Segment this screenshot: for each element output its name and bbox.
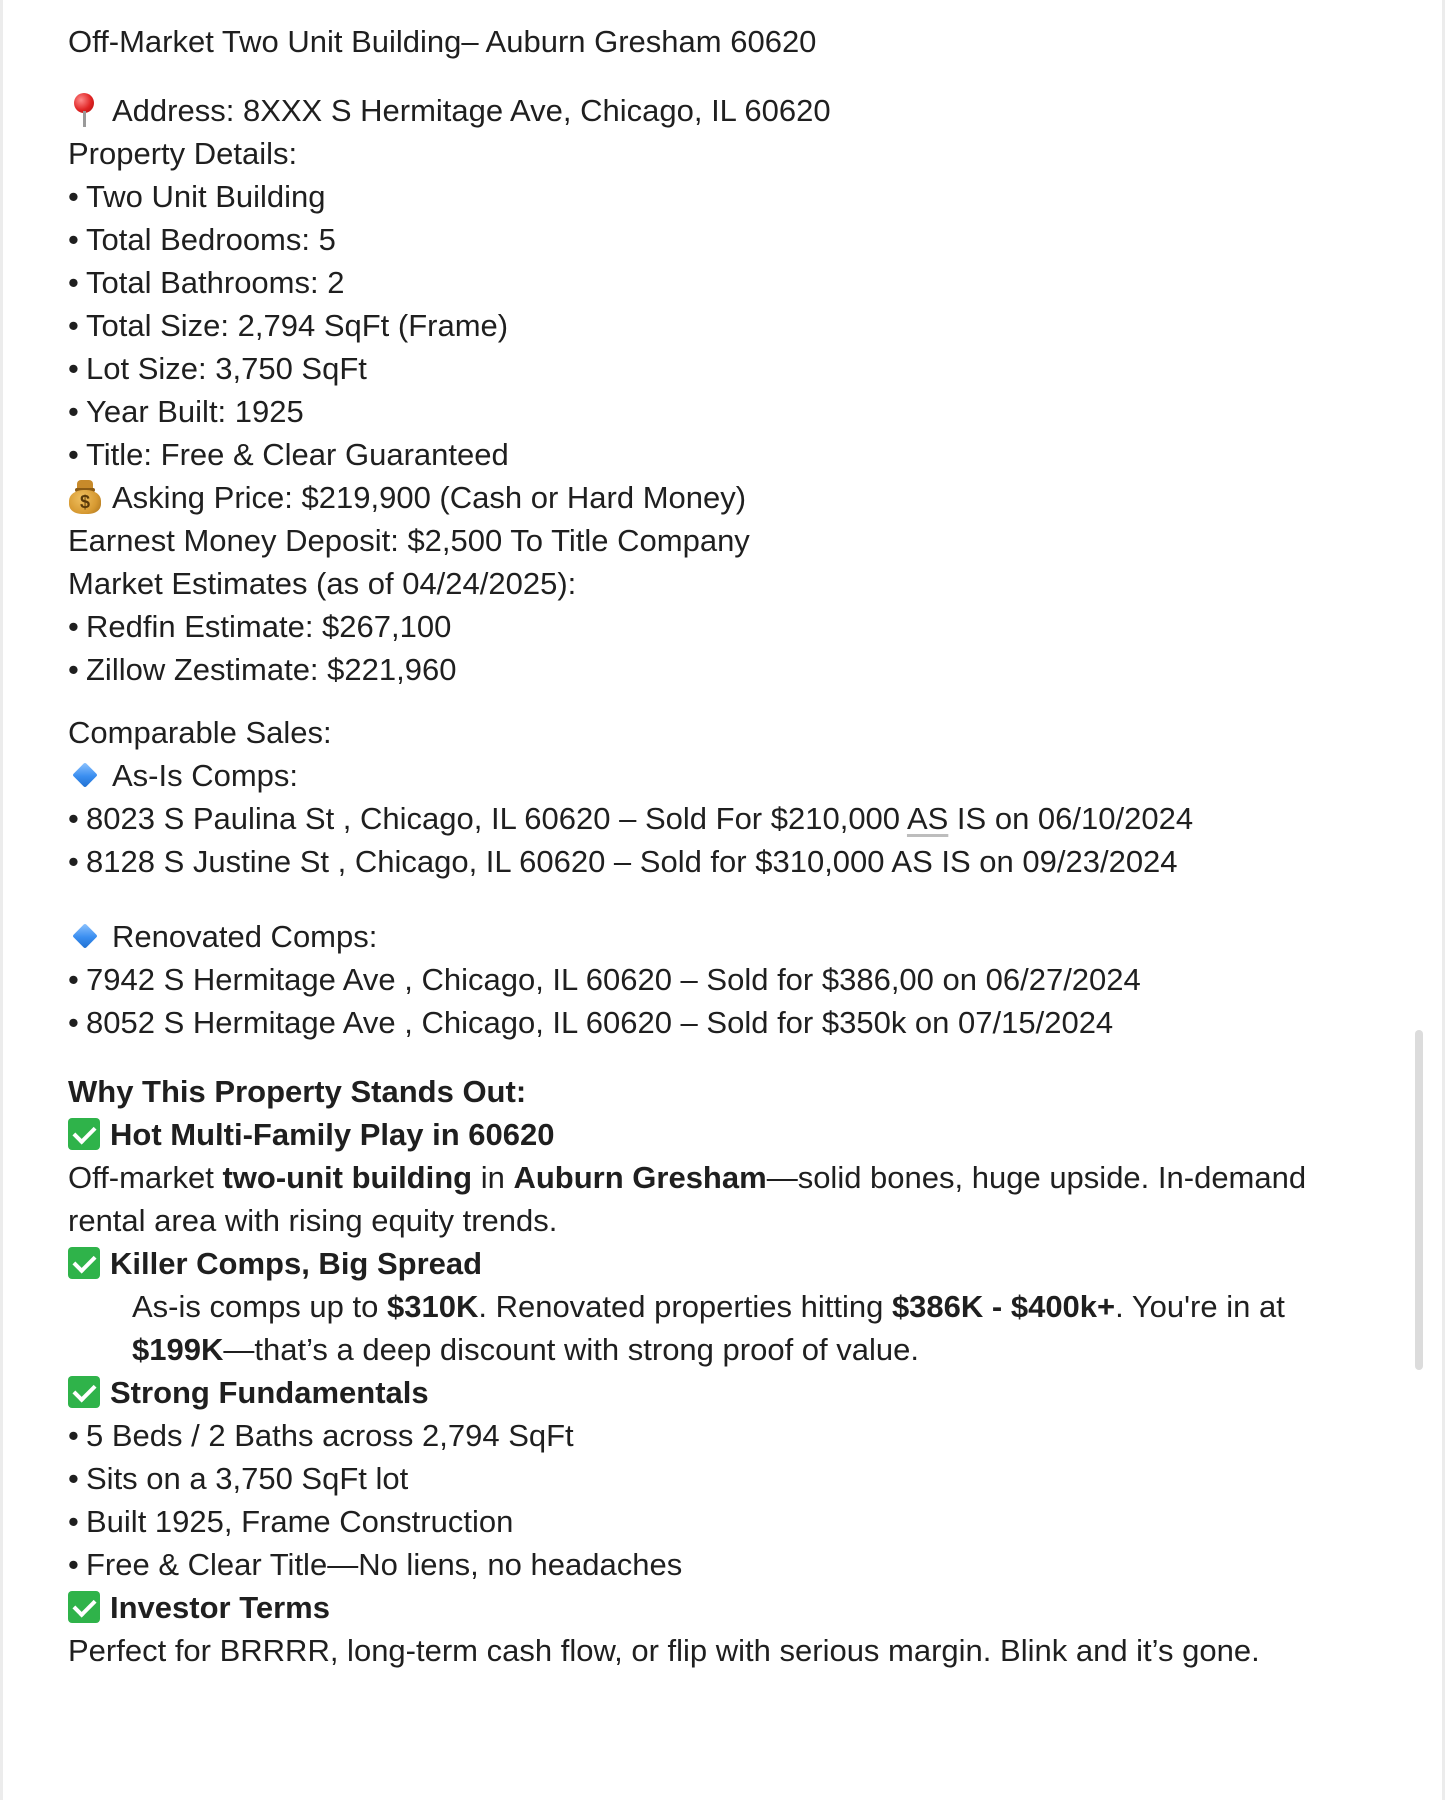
- comp-text: 8052 S Hermitage Ave , Chicago, IL 60620 – Sold for $350k on 07/15/2024: [86, 1005, 1114, 1040]
- comp-text: 7942 S Hermitage Ave , Chicago, IL 60620 – Sold for $386,00 on 06/27/2024: [86, 962, 1141, 997]
- list-item: [68, 261, 1348, 304]
- terms-heading-line: [68, 1586, 1348, 1629]
- renovated-comps-heading: Renovated Comps:: [112, 919, 378, 954]
- hot-heading: Hot Multi-Family Play in 60620: [110, 1117, 555, 1152]
- list-item: [68, 1001, 1348, 1044]
- list-item-text: Built 1925, Frame Construction: [86, 1504, 514, 1539]
- list-item: [68, 648, 1348, 691]
- spacer: [68, 883, 1348, 915]
- comps-text: —that’s a deep discount with strong proof of value.: [223, 1332, 919, 1367]
- hot-heading-line: [68, 1113, 1348, 1156]
- list-item: [68, 433, 1348, 476]
- comps-paragraph: [68, 1285, 1348, 1371]
- hot-text: in: [472, 1160, 514, 1195]
- bullet: •: [68, 1418, 79, 1453]
- list-item: [68, 1500, 1348, 1543]
- list-item-text: Total Size: 2,794 SqFt (Frame): [86, 308, 509, 343]
- bullet: •: [68, 652, 79, 687]
- hot-paragraph: [68, 1156, 1348, 1242]
- fundamentals-heading: Strong Fundamentals: [110, 1375, 429, 1410]
- address-line: [68, 89, 1348, 132]
- asking-price-line: [68, 476, 1348, 519]
- as-is-comps-heading: As-Is Comps:: [112, 758, 299, 793]
- bullet: •: [68, 609, 79, 644]
- bullet: •: [68, 1461, 79, 1496]
- list-item: [68, 605, 1348, 648]
- spacer: [68, 691, 1348, 711]
- list-item: [68, 347, 1348, 390]
- terms-heading: Investor Terms: [110, 1590, 330, 1625]
- comp-text: IS on 06/10/2024: [948, 801, 1194, 836]
- list-item-text: Redfin Estimate: $267,100: [86, 609, 452, 644]
- list-item: [68, 218, 1348, 261]
- bullet: •: [68, 351, 79, 386]
- property-details-heading: Property Details:: [68, 136, 298, 171]
- bullet: •: [68, 265, 79, 300]
- hot-bold: Auburn Gresham: [513, 1160, 767, 1195]
- list-item-text: Free & Clear Title—No liens, no headaches: [86, 1547, 683, 1582]
- bullet: •: [68, 962, 79, 997]
- list-item: [68, 390, 1348, 433]
- comps-bold: $310K: [386, 1289, 479, 1324]
- money-bag-icon: $: [68, 480, 102, 514]
- bullet: •: [68, 222, 79, 257]
- bullet: •: [68, 1504, 79, 1539]
- list-item-text: 5 Beds / 2 Baths across 2,794 SqFt: [86, 1418, 574, 1453]
- renovated-comps-heading-line: [68, 915, 1348, 958]
- bullet: •: [68, 844, 79, 879]
- list-item-text: Two Unit Building: [86, 179, 326, 214]
- fundamentals-heading-line: [68, 1371, 1348, 1414]
- comp-text-underlined: AS: [906, 801, 949, 836]
- hot-text: Off-market: [68, 1160, 223, 1195]
- comp-text: 8023 S Paulina St , Chicago, IL 60620 – Sold For $210,000: [86, 801, 907, 836]
- spacer: [68, 1044, 1348, 1070]
- list-item: [68, 797, 1348, 840]
- list-item-text: Total Bathrooms: 2: [86, 265, 345, 300]
- list-item: [68, 304, 1348, 347]
- comps-text: As-is comps up to: [132, 1289, 387, 1324]
- list-item-text: Zillow Zestimate: $221,960: [86, 652, 457, 687]
- address-text: Address: 8XXX S Hermitage Ave, Chicago, IL 60620: [112, 93, 831, 128]
- comp-text: 8128 S Justine St , Chicago, IL 60620 – Sold for $310,000 AS IS on 09/23/2024: [86, 844, 1178, 879]
- check-mark-button-icon: [68, 1376, 100, 1408]
- comps-text: . Renovated properties hitting: [478, 1289, 892, 1324]
- list-item-text: Lot Size: 3,750 SqFt: [86, 351, 367, 386]
- bullet: •: [68, 437, 79, 472]
- note-title: Off-Market Two Unit Building– Auburn Gresham 60620: [68, 24, 817, 59]
- list-item: [68, 840, 1348, 883]
- check-mark-button-icon: [68, 1591, 100, 1623]
- comps-heading: Killer Comps, Big Spread: [110, 1246, 483, 1281]
- bullet: •: [68, 1547, 79, 1582]
- list-item: [68, 1543, 1348, 1586]
- bullet: •: [68, 1005, 79, 1040]
- hot-bold: two-unit building: [222, 1160, 473, 1195]
- why-heading: [68, 1070, 1348, 1113]
- check-mark-button-icon: [68, 1247, 100, 1279]
- list-item: [68, 175, 1348, 218]
- list-item: [68, 1457, 1348, 1500]
- list-item-text: Sits on a 3,750 SqFt lot: [86, 1461, 409, 1496]
- hot-text: —solid bones, huge upside. In-demand rental area with rising equity trends.: [68, 1160, 1307, 1238]
- bullet: •: [68, 801, 79, 836]
- bullet: •: [68, 394, 79, 429]
- comps-bold: $199K: [132, 1332, 224, 1367]
- asking-price-text: Asking Price: $219,900 (Cash or Hard Money): [112, 480, 747, 515]
- list-item: [68, 958, 1348, 1001]
- list-item-text: Total Bedrooms: 5: [86, 222, 336, 257]
- bullet: •: [68, 179, 79, 214]
- frame-edge-left: [0, 0, 3, 1800]
- market-estimates-heading: Market Estimates (as of 04/24/2025):: [68, 566, 577, 601]
- list-item-text: Year Built: 1925: [86, 394, 304, 429]
- bullet: •: [68, 308, 79, 343]
- blue-diamond-icon: [68, 919, 102, 953]
- comps-text: . You're in at: [1115, 1289, 1285, 1324]
- as-is-comps-heading-line: [68, 754, 1348, 797]
- note-body: [68, 20, 1348, 1672]
- round-pushpin-icon: [68, 93, 102, 127]
- why-heading-text: Why This Property Stands Out:: [68, 1074, 527, 1109]
- check-mark-button-icon: [68, 1118, 100, 1150]
- comparable-sales-heading: Comparable Sales:: [68, 715, 332, 750]
- terms-paragraph: Perfect for BRRRR, long-term cash flow, or flip with serious margin. Blink and it’s gone.: [68, 1633, 1260, 1668]
- blue-diamond-icon: [68, 758, 102, 792]
- comps-bold: $386K - $400k+: [891, 1289, 1116, 1324]
- list-item-text: Title: Free & Clear Guaranteed: [86, 437, 509, 472]
- comps-heading-line: [68, 1242, 1348, 1285]
- spacer: [68, 63, 1348, 89]
- list-item: [68, 1414, 1348, 1457]
- earnest-money-line: Earnest Money Deposit: $2,500 To Title Company: [68, 523, 750, 558]
- vertical-scrollbar[interactable]: [1415, 1030, 1423, 1370]
